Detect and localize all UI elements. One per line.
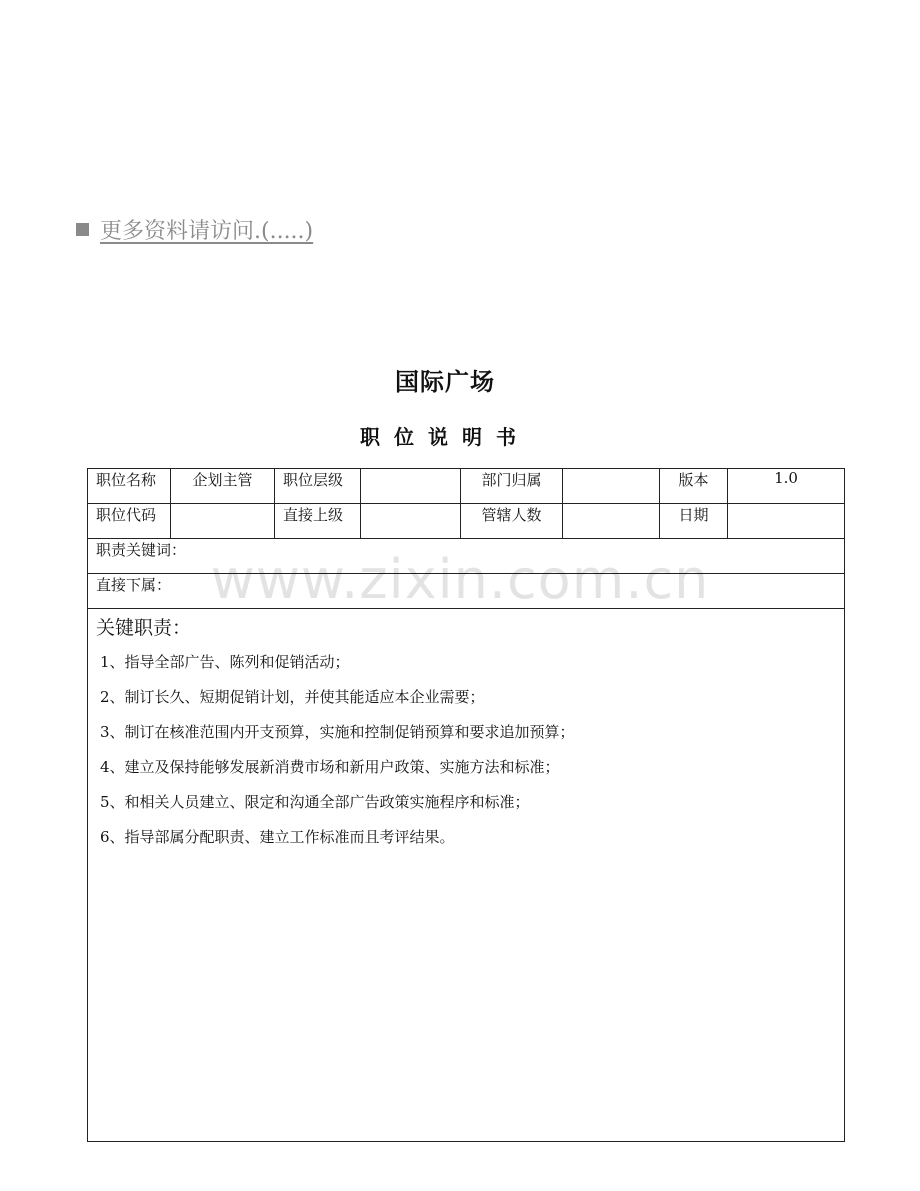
- table-row: [88, 609, 845, 1142]
- company-title: 国际广场: [395, 368, 495, 396]
- headcount-value: [563, 504, 660, 539]
- department-label: 部门归属: [461, 469, 563, 504]
- level-label: 职位层级: [275, 469, 361, 504]
- date-value: [728, 504, 845, 539]
- version-value: 1.0: [728, 469, 845, 504]
- position-name-label: 职位名称: [88, 469, 171, 504]
- supervisor-label: 直接上级: [275, 504, 361, 539]
- duty-item: 3、制订在核准范围内开支预算，实施和控制促销预算和要求追加预算；: [100, 723, 575, 741]
- duty-item: 2、制订长久、短期促销计划，并使其能适应本企业需要；: [100, 688, 485, 706]
- job-description-table: [87, 468, 845, 1142]
- square-bullet-icon: [76, 223, 89, 236]
- version-label: 版本: [660, 469, 728, 504]
- table-row: [88, 504, 845, 539]
- code-value: [171, 504, 275, 539]
- more-info-link[interactable]: 更多资料请访问.(.....): [100, 218, 314, 244]
- duty-item: 1、指导全部广告、陈列和促销活动；: [100, 653, 350, 671]
- supervisor-value: [361, 504, 461, 539]
- key-duties-cell: [88, 609, 845, 1142]
- department-value: [563, 469, 660, 504]
- code-label: 职位代码: [88, 504, 171, 539]
- more-info-link-row: [76, 212, 313, 246]
- level-value: [361, 469, 461, 504]
- duty-item: 4、建立及保持能够发展新消费市场和新用户政策、实施方法和标准；: [100, 758, 560, 776]
- headcount-label: 管辖人数: [461, 504, 563, 539]
- date-label: 日期: [660, 504, 728, 539]
- key-duties-heading: 关键职责：: [96, 617, 192, 639]
- position-name-value: 企划主管: [171, 469, 275, 504]
- duty-item: 6、指导部属分配职责、建立工作标准而且考评结果。: [100, 828, 455, 846]
- table-row: [88, 469, 845, 504]
- watermark: www.zixin.com.cn: [210, 548, 710, 611]
- subordinates-label: 直接下属：: [88, 574, 845, 609]
- table-row: [88, 539, 845, 574]
- keywords-label: 职责关键词：: [88, 539, 845, 574]
- duty-item: 5、和相关人员建立、限定和沟通全部广告政策实施程序和标准；: [100, 793, 530, 811]
- document-title: 职位说明书: [360, 425, 530, 449]
- table-row: [88, 574, 845, 609]
